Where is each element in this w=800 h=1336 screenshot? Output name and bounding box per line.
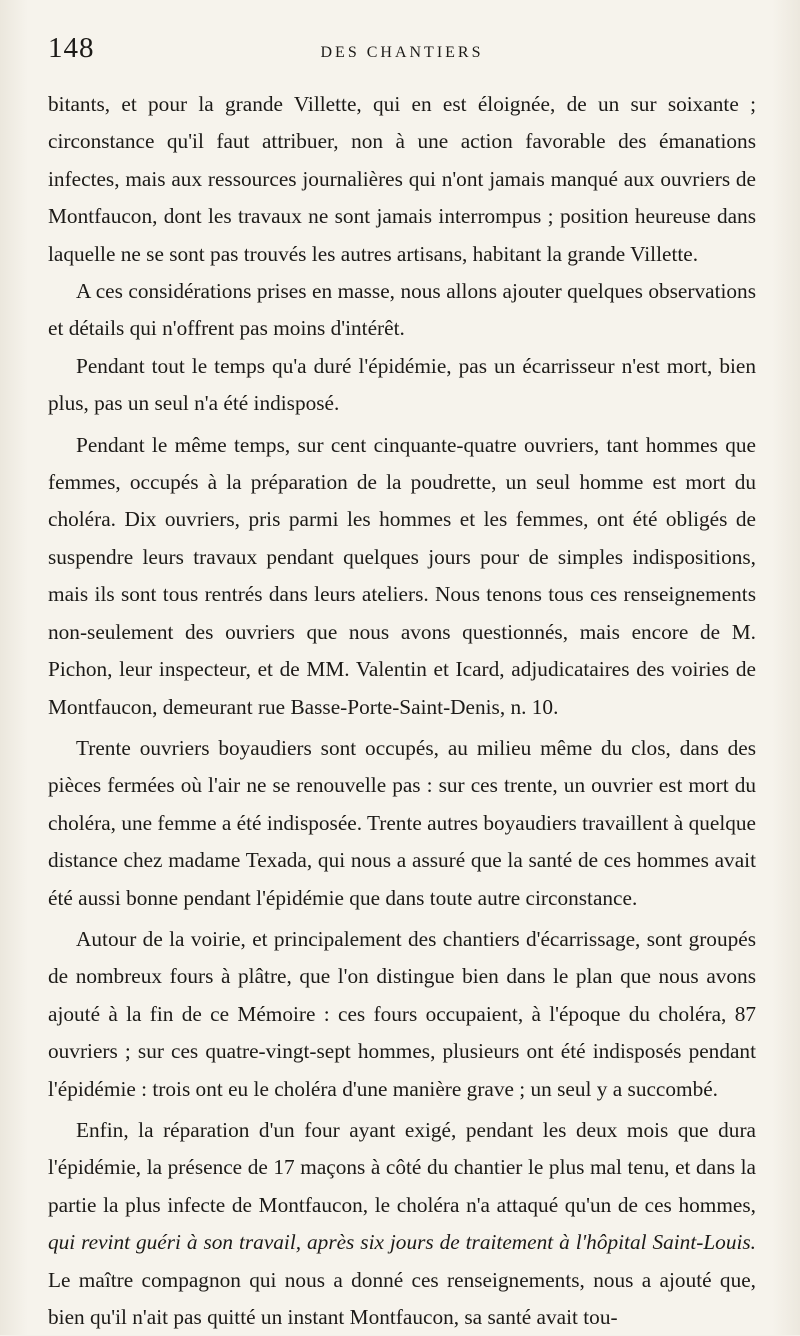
paragraph-7 [48,1112,756,1336]
running-head [48,30,756,70]
paragraph-5: Trente ouvriers boyaudiers sont occupés, au milieu même du clos, dans des pièces fermées où l'air ne se renouvelle pas : sur ces trente, un ouvrier est mort du choléra, une femme a été indisposée. Trente autres boyaudiers travaillent à quelque distance chez madame Texada, qui nous a assuré que la santé de ces hommes avait été aussi bonne pendant l'épidémie que dans toute autre circonstance. [48,735,756,910]
paragraph-6: Autour de la voirie, et principalement des chantiers d'écarrissage, sont groupés de nombreux fours à plâtre, que l'on distingue bien dans le plan que nous avons ajouté à la fin de ce Mémoire : ces fours occupaient, à l'époque du choléra, 87 ouvriers ; sur ces quatre-vingt-sept hommes, plusieurs ont été indisposés pendant l'épidémie : trois ont eu le choléra d'une manière grave ; un seul y a succombé. [48,926,756,1101]
body-text [48,86,756,1336]
running-title: DES CHANTIERS [320,44,484,61]
page-number: 148 [48,32,95,64]
paragraph-1: bitants, et pour la grande Villette, qui en est éloignée, de un sur soixante ; circonstance qu'il faut attribuer, non à une action favorable des émanations infectes, mais aux ressources journalières qui n'ont jamais manqué aux ouvriers de Montfaucon, dont les travaux ne sont jamais interrompus ; position heureuse dans laquelle ne se sont pas trouvés les autres artisans, habitant la grande Villette. [48,92,756,266]
paragraph-4: Pendant le même temps, sur cent cinquante-quatre ouvriers, tant hommes que femmes, occupés à la préparation de la poudrette, un seul homme est mort du choléra. Dix ouvriers, pris parmi les hommes et les femmes, ont été obligés de suspendre leurs travaux pendant quelques jours pour de simples indispositions, mais ils sont tous rentrés dans leurs ateliers. Nous tenons tous ces renseignements non-seulement des ouvriers que nous avons questionnés, mais encore de M. Pichon, leur inspecteur, et de MM. Valentin et Icard, adjudicataires des voiries de Montfaucon, demeurant rue Basse-Porte-Saint-Denis, n. 10. [48,432,756,719]
paragraph-2: A ces considérations prises en masse, nous allons ajouter quelques observations et détails qui n'offrent pas moins d'intérêt. [48,279,756,341]
paragraph-3: Pendant tout le temps qu'a duré l'épidémie, pas un écarrisseur n'est mort, bien plus, pas un seul n'a été indisposé. [48,353,756,416]
paragraph-7-text-end: Le maître compagnon qui nous a donné ces renseignements, nous a ajouté que, bien qu'il n'ait pas quitté un instant Montfaucon, sa santé avait tou- [48,1267,756,1329]
paragraph-7-text: Enfin, la réparation d'un four ayant exigé, pendant les deux mois que dura l'épidémie, la présence de 17 maçons à côté du chantier le plus mal tenu, et dans la partie la plus infecte de Montfaucon, le choléra n'a attaqué qu'un de ces hommes, [48,1117,756,1217]
paragraph-7-italic: qui revint guéri à son travail, après six jours de traitement à l'hôpital Saint-Louis. [48,1230,756,1255]
